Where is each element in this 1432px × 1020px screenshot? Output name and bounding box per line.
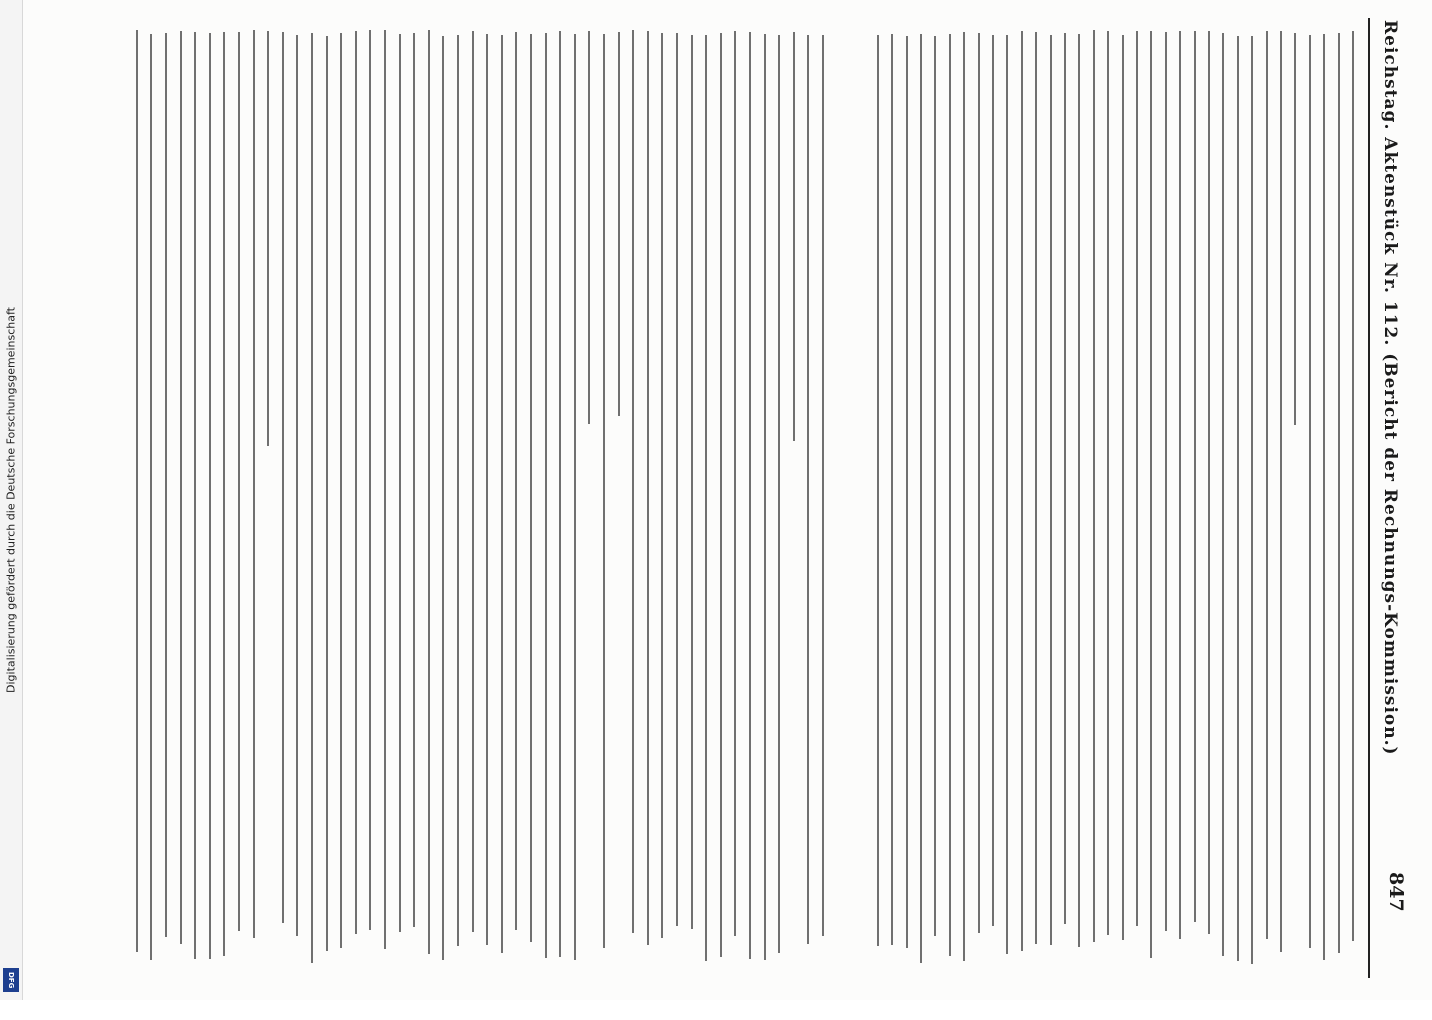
text-line: [1309, 35, 1311, 949]
text-line: [877, 35, 879, 946]
text-line: [1107, 31, 1109, 935]
text-line: [1237, 36, 1239, 961]
text-line: [472, 31, 474, 932]
text-line: [530, 34, 532, 942]
text-line: [150, 34, 152, 960]
text-line: [764, 34, 766, 960]
text-line: [1323, 34, 1325, 961]
text-line: [934, 36, 936, 937]
digitization-credit: Digitalisierung gefördert durch die Deutsche Forschungsgemeinschaft: [4, 307, 18, 693]
text-line: [720, 33, 722, 957]
text-line: [676, 33, 678, 926]
text-line: [194, 32, 196, 959]
text-line: [705, 35, 707, 961]
text-line: [906, 36, 908, 948]
text-line: [603, 34, 605, 949]
text-line: [1006, 35, 1008, 954]
text-line: [545, 33, 547, 958]
text-line: [1208, 31, 1210, 934]
page-header: Reichstag. Aktenstück Nr. 112. (Bericht der Rechnungs-Kommission.): [1380, 20, 1400, 756]
text-line: [1050, 35, 1052, 945]
text-line: [749, 32, 751, 960]
text-line: [691, 35, 693, 930]
text-line: [515, 32, 517, 930]
text-line: [1251, 36, 1253, 964]
text-line: [282, 32, 284, 924]
text-line: [1338, 33, 1340, 953]
text-line: [647, 31, 649, 945]
text-line: [442, 36, 444, 960]
text-line: [238, 32, 240, 931]
text-line: [632, 30, 634, 933]
text-line: [963, 32, 965, 961]
text-line: [253, 30, 255, 938]
text-line: [822, 35, 824, 936]
text-line: [267, 31, 269, 446]
text-line: [1150, 31, 1152, 958]
header-rule: [1368, 18, 1370, 978]
text-line: [920, 34, 922, 964]
text-line: [1165, 32, 1167, 931]
text-line: [384, 30, 386, 949]
text-line: [559, 31, 561, 957]
text-line: [978, 33, 980, 933]
text-line: [399, 34, 401, 933]
text-line: [209, 33, 211, 959]
text-line: [340, 33, 342, 947]
text-line: [1136, 31, 1138, 926]
text-line: [793, 32, 795, 440]
text-line: [1194, 31, 1196, 922]
text-line: [1179, 31, 1181, 939]
text-line: [1035, 32, 1037, 944]
text-line: [369, 30, 371, 930]
text-line: [1222, 33, 1224, 955]
text-line: [1266, 31, 1268, 939]
text-line: [734, 31, 736, 937]
left-column: [115, 18, 830, 978]
text-line: [223, 32, 225, 956]
text-line: [661, 33, 663, 938]
text-line: [457, 35, 459, 946]
text-line: [1294, 33, 1296, 425]
page-number: 847: [1385, 872, 1407, 912]
dfg-logo: DFG: [3, 968, 19, 992]
text-line: [1021, 31, 1023, 952]
text-line: [1078, 34, 1080, 948]
text-line: [618, 32, 620, 416]
text-line: [891, 34, 893, 946]
text-line: [1122, 35, 1124, 941]
text-line: [355, 31, 357, 935]
text-line: [486, 34, 488, 945]
right-column: [860, 18, 1360, 978]
text-line: [778, 35, 780, 953]
text-line: [296, 35, 298, 936]
text-line: [1093, 30, 1095, 942]
text-line: [428, 30, 430, 954]
text-line: [501, 35, 503, 953]
text-line: [326, 36, 328, 951]
text-line: [180, 31, 182, 944]
text-line: [1352, 31, 1354, 941]
text-line: [949, 34, 951, 955]
text-line: [807, 35, 809, 944]
text-line: [574, 34, 576, 960]
text-line: [1064, 33, 1066, 925]
text-line: [413, 33, 415, 928]
text-line: [311, 33, 313, 963]
text-line: [588, 31, 590, 423]
text-line: [1280, 31, 1282, 952]
text-line: [165, 33, 167, 937]
text-line: [992, 35, 994, 926]
text-line: [136, 30, 138, 952]
